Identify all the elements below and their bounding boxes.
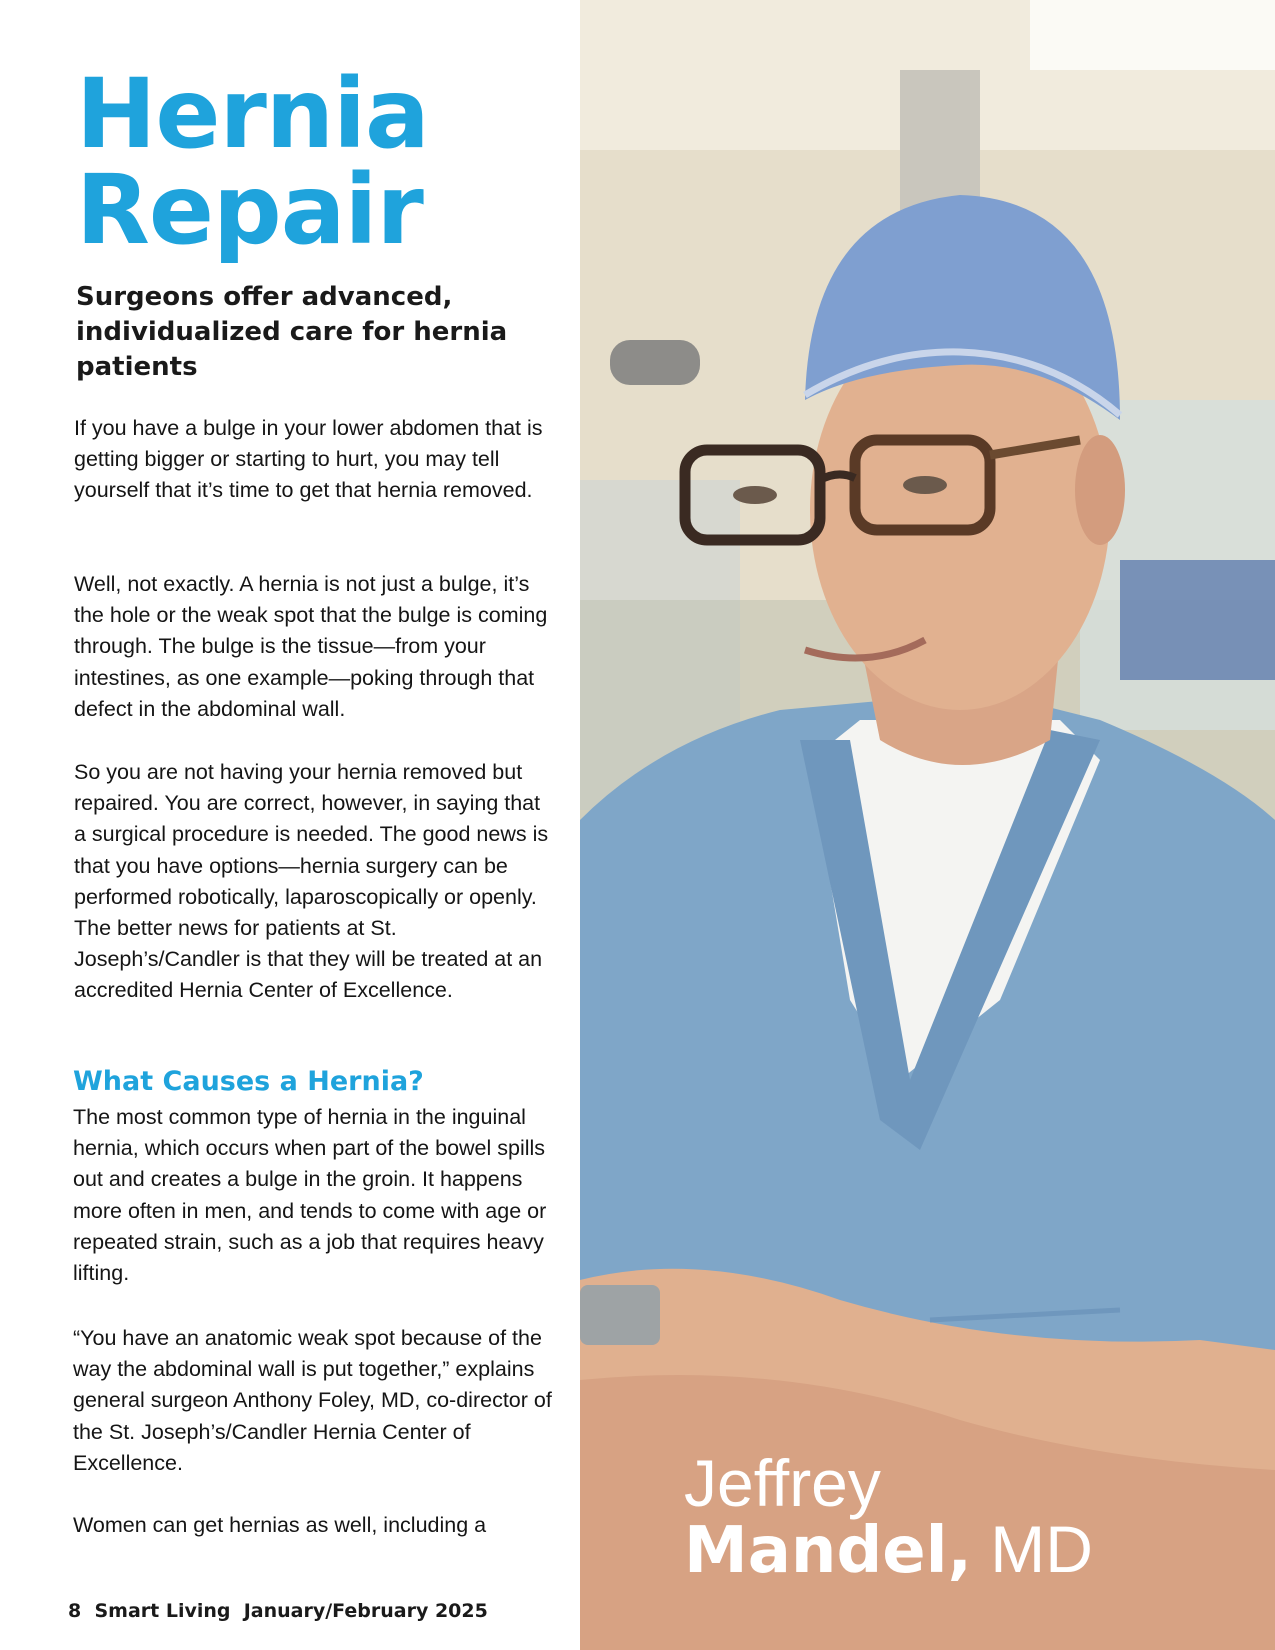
title-line-2: Repair [76,154,423,266]
caption-last-name: Mandel, [684,1514,972,1588]
surgeon-portrait-image [580,0,1275,1650]
article-column [0,0,580,1650]
page-number: 8 [68,1600,82,1622]
caption-credential: MD [990,1512,1093,1586]
caption-first-name: Jeffrey [684,1446,881,1520]
body-paragraph: Well, not exactly. A hernia is not just a bulge, it’s the hole or the weak spot that the bulge is coming through. The bulge is the tissue—from your intestines, as one example—poking through that defect in the abdominal wall. [74,572,548,721]
body-paragraph: “You have an anatomic weak spot because of the way the abdominal wall is put together,” explains general surgeon Anthony Foley, MD, co-director of the St. Joseph’s/Candler Hernia Center of Excellence. [73,1326,552,1475]
page-footer [68,1600,488,1622]
photo-caption [684,1446,1093,1588]
body-paragraph: So you are not having your hernia removed but repaired. You are correct, however, in saying that a surgical procedure is needed. The good news is that you have options—hernia surgery can be performed robotically, laparoscopically or openly. The better news for patients at St. Joseph’s/Candler is that they will be treated at an accredited Hernia Center of Excellence. [74,760,549,1003]
surgeon-photo [580,0,1275,1650]
title-line-1: Hernia [76,58,429,170]
section-heading: What Causes a Hernia? [73,1066,424,1097]
article-subtitle: Surgeons offer advanced, individualized care for hernia patients [76,282,508,382]
article-title [76,58,429,266]
body-paragraph: The most common type of hernia in the inguinal hernia, which occurs when part of the bowel spills out and creates a bulge in the groin. It happens more often in men, and tends to come with age or repeated strain, such as a job that requires heavy lifting. [73,1105,547,1286]
body-paragraph: Women can get hernias as well, including a [73,1513,487,1537]
issue-date: January/February 2025 [243,1600,488,1622]
body-paragraph: If you have a bulge in your lower abdomen that is getting bigger or starting to hurt, you may tell yourself that it’s time to get that hernia removed. [74,416,543,503]
publication-name: Smart Living [94,1600,231,1622]
caption-name-line [684,1512,1093,1588]
